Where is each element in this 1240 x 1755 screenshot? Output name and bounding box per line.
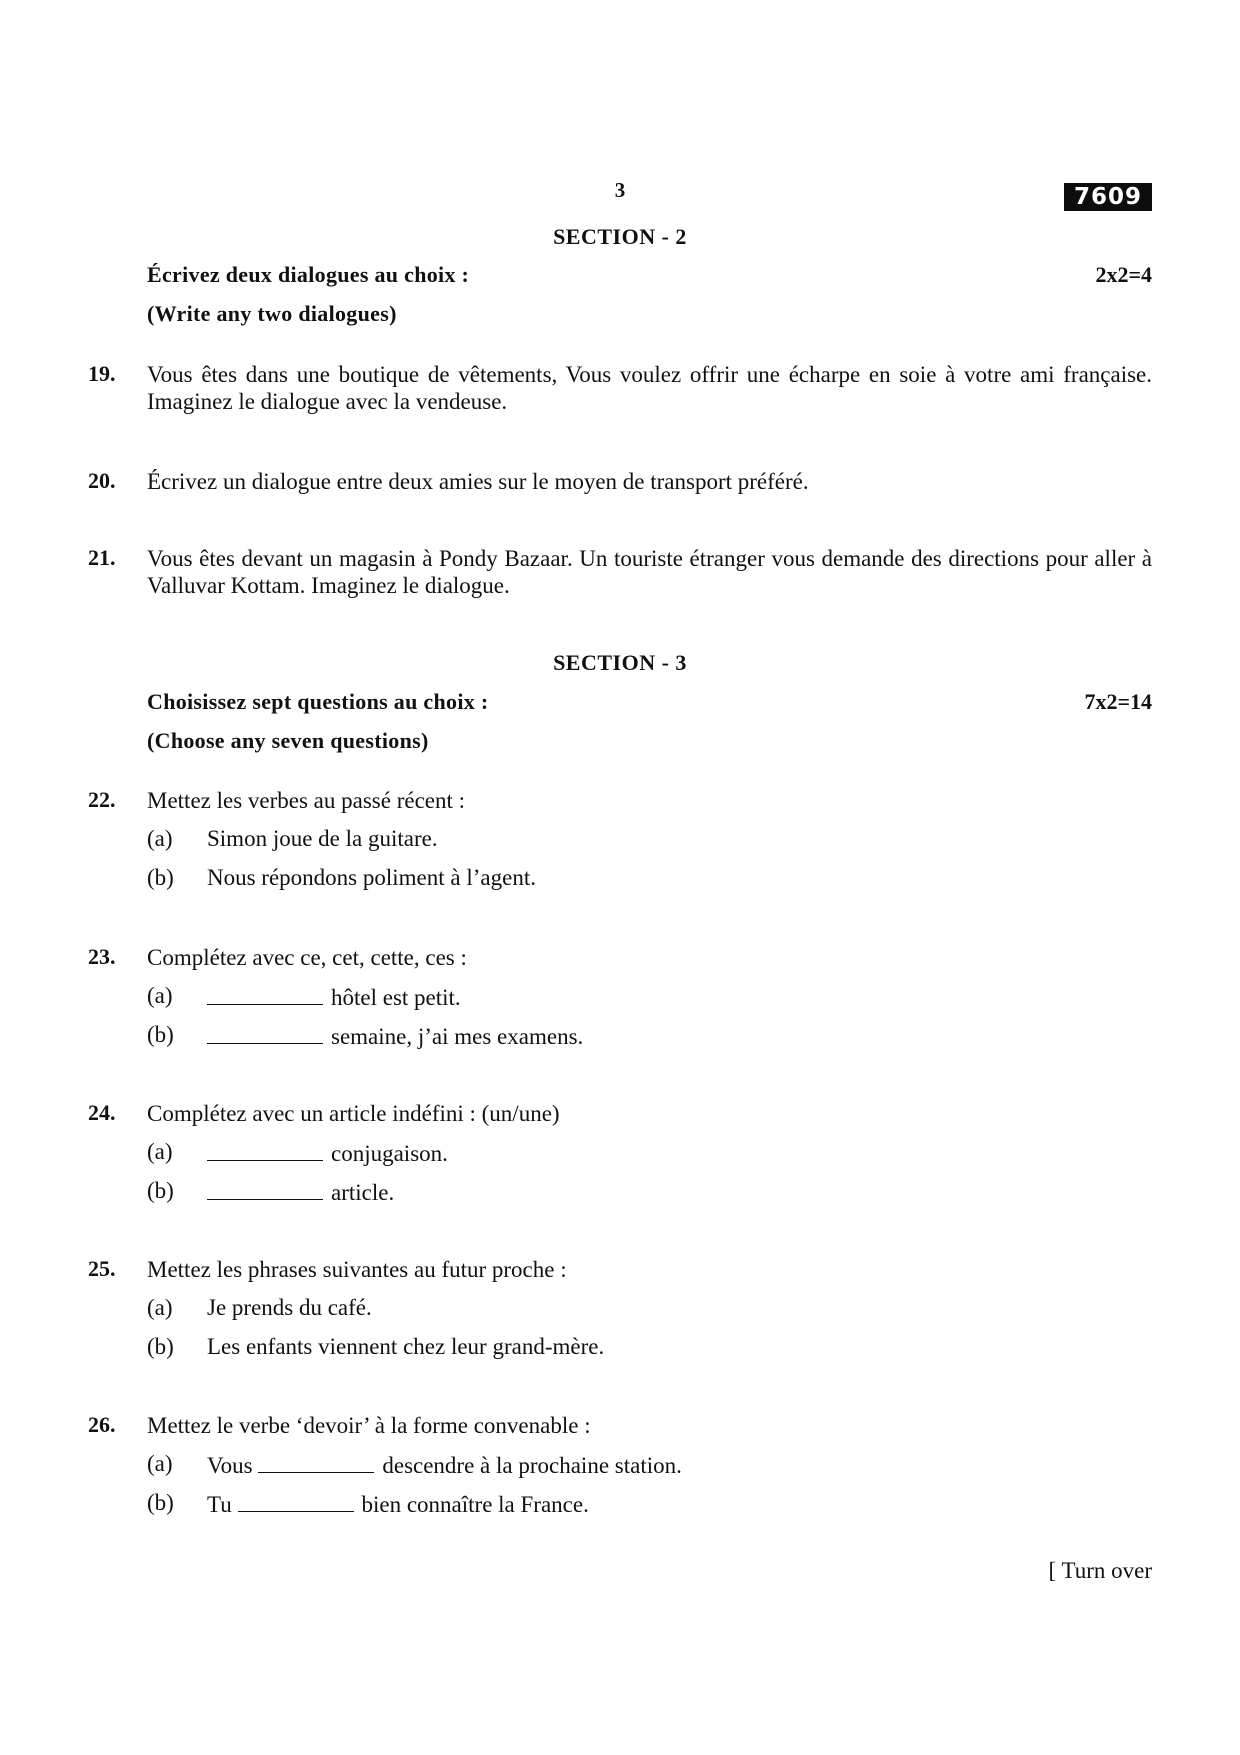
answer-blank: [207, 1022, 323, 1044]
answer-blank: [207, 983, 323, 1005]
section-2-instruction-en: (Write any two dialogues): [147, 301, 397, 326]
question-26-option-a-before: Vous: [207, 1453, 253, 1478]
question-26-option-b-after: bien connaître la France.: [361, 1492, 589, 1517]
question-25-text: Mettez les phrases suivantes au futur proche :: [147, 1257, 567, 1282]
answer-blank: [258, 1451, 374, 1473]
answer-blank: [207, 1178, 323, 1200]
question-24-option-a: [207, 1139, 448, 1167]
question-23-option-a-text: hôtel est petit.: [331, 985, 461, 1010]
section-2-heading: SECTION - 2: [553, 224, 687, 249]
question-26-option-a: [207, 1451, 682, 1479]
question-20-number: 20.: [88, 468, 116, 493]
question-26-option-a-after: descendre à la prochaine station.: [382, 1453, 682, 1478]
question-24-option-a-text: conjugaison.: [331, 1141, 448, 1166]
question-23-text: Complétez avec ce, cet, cette, ces :: [147, 945, 467, 970]
question-24-number: 24.: [88, 1100, 116, 1125]
question-26-option-b-before: Tu: [207, 1492, 232, 1517]
question-23-option-b-text: semaine, j’ai mes examens.: [331, 1024, 584, 1049]
section-3-heading: SECTION - 3: [553, 650, 687, 675]
question-22-option-b-label: (b): [147, 865, 174, 890]
turn-over-note: [ Turn over: [1048, 1558, 1152, 1583]
question-24-option-b: [207, 1178, 394, 1206]
question-19-number: 19.: [88, 361, 116, 386]
question-25-option-a-text: Je prends du café.: [207, 1295, 372, 1320]
question-24-option-b-text: article.: [331, 1180, 395, 1205]
question-22-number: 22.: [88, 787, 116, 812]
question-25-option-b-label: (b): [147, 1334, 174, 1359]
paper-code-badge: 7609: [1064, 183, 1152, 211]
question-25-number: 25.: [88, 1256, 116, 1281]
section-3-instruction-en: (Choose any seven questions): [147, 728, 429, 753]
question-22-option-a-label: (a): [147, 826, 173, 851]
question-22-text: Mettez les verbes au passé récent :: [147, 788, 466, 813]
question-24-text: Complétez avec un article indéfini : (un/une): [147, 1101, 560, 1126]
question-23-option-b: [207, 1022, 583, 1050]
question-25-option-b-text: Les enfants viennent chez leur grand-mère.: [207, 1334, 605, 1359]
question-26-option-b: [207, 1490, 589, 1518]
section-2-instruction-fr: Écrivez deux dialogues au choix :: [147, 262, 470, 287]
question-20-text: Écrivez un dialogue entre deux amies sur le moyen de transport préféré.: [147, 469, 809, 494]
question-26-number: 26.: [88, 1412, 116, 1437]
section-3-instruction-fr: Choisissez sept questions au choix :: [147, 689, 489, 714]
question-24-option-b-label: (b): [147, 1178, 174, 1203]
question-26-option-a-label: (a): [147, 1451, 173, 1476]
question-26-option-b-label: (b): [147, 1490, 174, 1515]
question-21-number: 21.: [88, 545, 116, 570]
question-23-number: 23.: [88, 944, 116, 969]
question-25-option-a-label: (a): [147, 1295, 173, 1320]
question-21-text: Vous êtes devant un magasin à Pondy Bazaar. Un touriste étranger vous demande des directions pour aller à Valluvar Kottam. Imaginez le dialogue.: [147, 546, 1152, 598]
question-24-option-a-label: (a): [147, 1139, 173, 1164]
answer-blank: [207, 1139, 323, 1161]
section-2-marks: 2x2=4: [1095, 262, 1152, 287]
question-23-option-a-label: (a): [147, 983, 173, 1008]
page-number: 3: [614, 178, 626, 202]
section-3-marks: 7x2=14: [1084, 689, 1152, 714]
question-19-text: Vous êtes dans une boutique de vêtements, Vous voulez offrir une écharpe en soie à votre ami française. Imaginez le dialogue avec la vendeuse.: [147, 362, 1152, 414]
question-22-option-a-text: Simon joue de la guitare.: [207, 826, 438, 851]
question-23-option-a: [207, 983, 461, 1011]
question-22-option-b-text: Nous répondons poliment à l’agent.: [207, 865, 536, 890]
question-23-option-b-label: (b): [147, 1022, 174, 1047]
answer-blank: [238, 1490, 354, 1512]
question-26-text: Mettez le verbe ‘devoir’ à la forme convenable :: [147, 1413, 591, 1438]
